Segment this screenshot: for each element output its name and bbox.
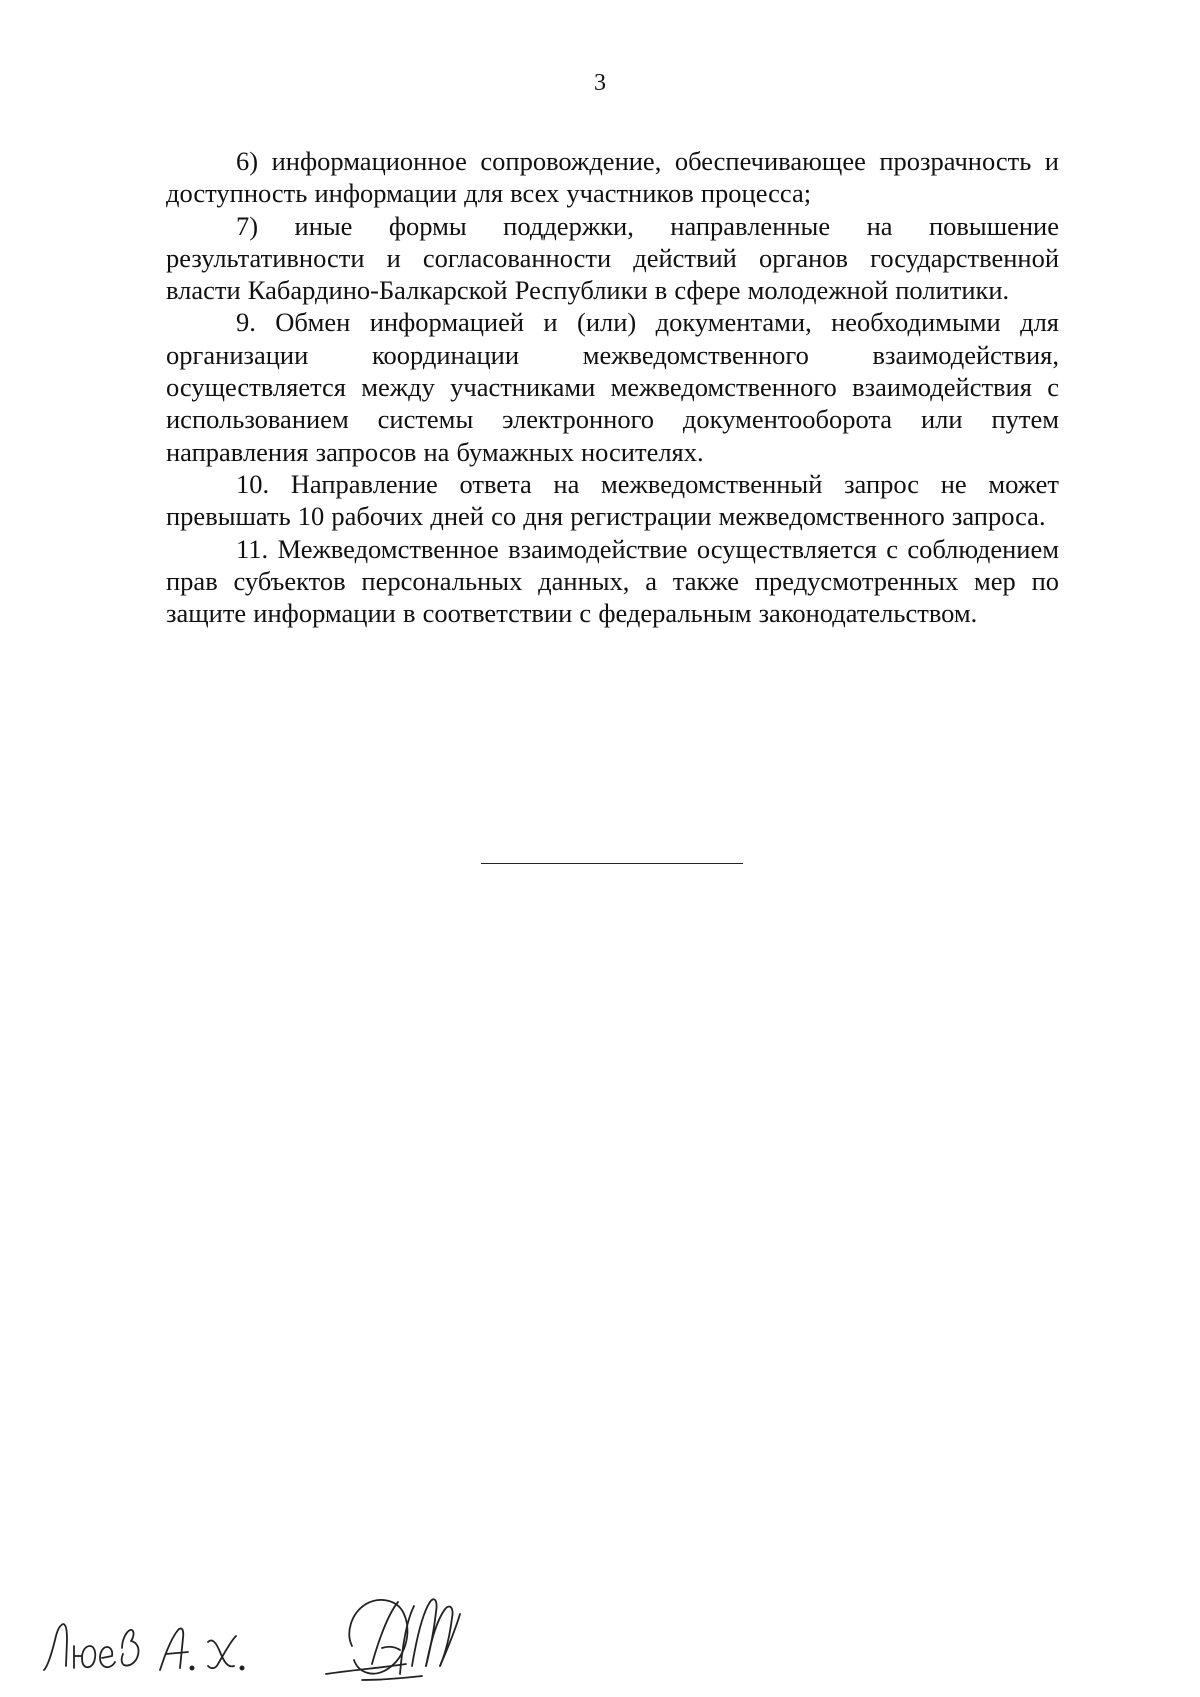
handwritten-name	[30, 1600, 270, 1680]
paragraph-item-7: 7) иные формы поддержки, направленные на повышение результативности и согласованности действий органов государственной власти Кабардино-Балкарской Республики в сфере молодежной политики.	[166, 210, 1059, 306]
handwritten-signature	[322, 1580, 472, 1692]
end-of-text-divider	[481, 863, 743, 864]
paragraph-item-10: 10. Направление ответа на межведомственный запрос не может превышать 10 рабочих дней со дня регистрации межведомственного запроса.	[166, 468, 1059, 532]
document-body	[166, 145, 1059, 629]
paragraph-item-11: 11. Межведомственное взаимодействие осуществляется с соблюдением прав субъектов персональных данных, а также предусмотренных мер по защите информации в соответствии с федеральным законодательством.	[166, 533, 1059, 629]
paragraph-item-9: 9. Обмен информацией и (или) документами, необходимыми для организации координации межведомственного взаимодействия, осуществляется между участниками межведомственного взаимодействия с использованием системы электронного документооборота или путем направления запросов на бумажных носителях.	[166, 307, 1059, 467]
page-number: 3	[594, 70, 606, 96]
paragraph-item-6: 6) информационное сопровождение, обеспечивающее прозрачность и доступность информации для всех участников процесса;	[166, 146, 1059, 209]
